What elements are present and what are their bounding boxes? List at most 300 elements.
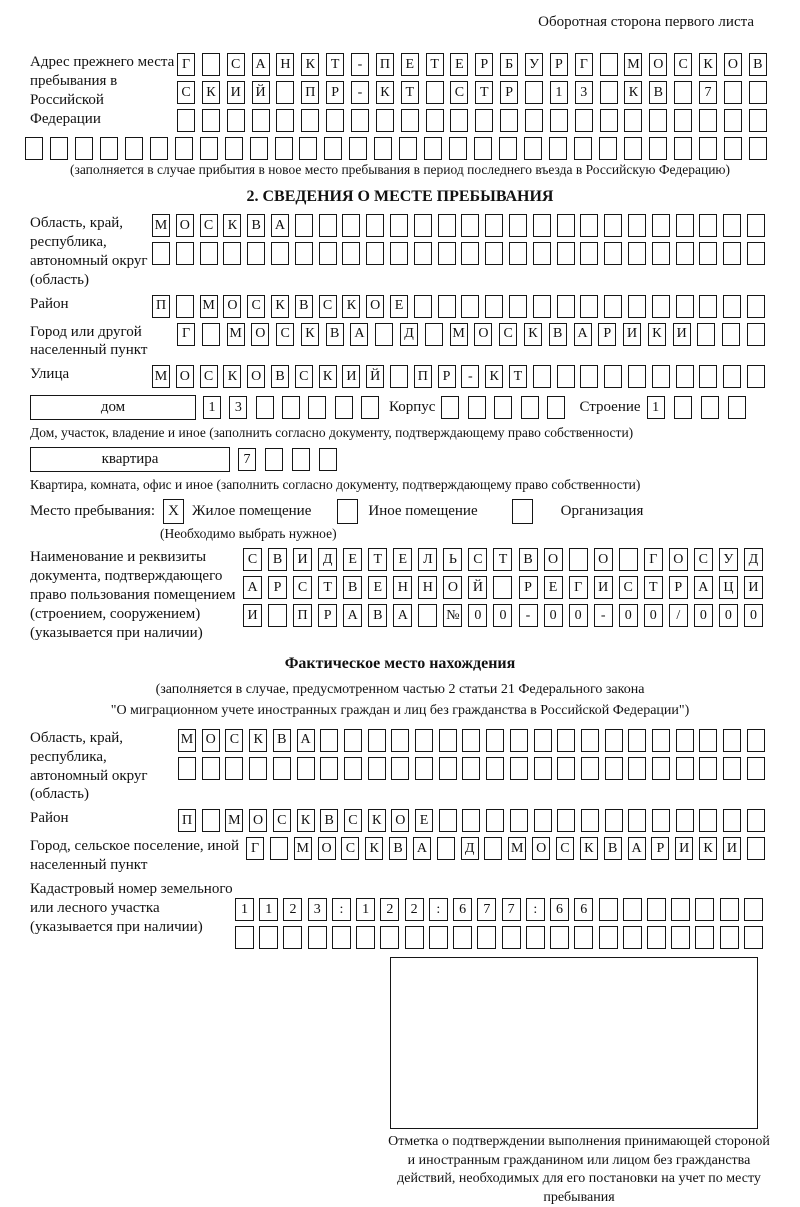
char-box[interactable] <box>425 323 443 346</box>
char-box[interactable]: В <box>271 365 289 388</box>
char-box[interactable]: К <box>365 837 383 860</box>
char-box[interactable] <box>624 137 642 160</box>
char-box[interactable]: М <box>152 365 170 388</box>
char-box[interactable]: С <box>468 548 487 571</box>
char-box[interactable]: С <box>247 295 265 318</box>
char-box[interactable] <box>599 898 618 921</box>
char-box[interactable] <box>699 729 717 752</box>
char-box[interactable]: А <box>252 53 270 76</box>
char-box[interactable] <box>699 809 717 832</box>
char-box[interactable] <box>273 757 291 780</box>
char-box[interactable]: В <box>604 837 622 860</box>
house-type-box[interactable]: дом <box>30 395 196 420</box>
char-box[interactable] <box>744 898 763 921</box>
char-box[interactable] <box>676 242 694 265</box>
char-box[interactable] <box>349 137 367 160</box>
char-box[interactable] <box>605 757 623 780</box>
char-box[interactable] <box>297 757 315 780</box>
char-box[interactable] <box>462 757 480 780</box>
char-box[interactable] <box>295 214 313 237</box>
char-box[interactable]: Т <box>493 548 512 571</box>
char-box[interactable] <box>604 295 622 318</box>
char-box[interactable]: О <box>366 295 384 318</box>
char-box[interactable] <box>604 214 622 237</box>
char-box[interactable] <box>509 242 527 265</box>
char-box[interactable] <box>747 214 765 237</box>
char-box[interactable] <box>326 109 344 132</box>
char-box[interactable] <box>429 926 448 949</box>
char-box[interactable]: Р <box>268 576 287 599</box>
char-box[interactable] <box>699 137 717 160</box>
char-box[interactable]: О <box>249 809 267 832</box>
char-box[interactable] <box>581 809 599 832</box>
char-box[interactable]: Й <box>366 365 384 388</box>
char-box[interactable] <box>494 396 512 419</box>
checkbox-organization[interactable] <box>512 499 533 524</box>
char-box[interactable] <box>723 214 741 237</box>
char-box[interactable]: С <box>276 323 294 346</box>
char-box[interactable] <box>557 242 575 265</box>
checkbox-other-premises[interactable] <box>337 499 358 524</box>
char-box[interactable] <box>628 295 646 318</box>
char-box[interactable]: М <box>225 809 243 832</box>
char-box[interactable] <box>747 809 765 832</box>
char-box[interactable] <box>265 448 283 471</box>
char-box[interactable] <box>747 365 765 388</box>
char-box[interactable]: № <box>443 604 462 627</box>
char-box[interactable] <box>320 757 338 780</box>
char-box[interactable] <box>676 729 694 752</box>
char-box[interactable] <box>747 837 765 860</box>
char-box[interactable]: 0 <box>544 604 563 627</box>
char-box[interactable]: Й <box>468 576 487 599</box>
char-box[interactable] <box>510 809 528 832</box>
char-box[interactable]: Е <box>390 295 408 318</box>
char-box[interactable] <box>468 396 486 419</box>
char-box[interactable] <box>500 109 518 132</box>
char-box[interactable] <box>720 898 739 921</box>
char-box[interactable]: С <box>499 323 517 346</box>
char-box[interactable] <box>320 729 338 752</box>
char-box[interactable]: К <box>319 365 337 388</box>
char-box[interactable]: К <box>223 214 241 237</box>
char-box[interactable]: Л <box>418 548 437 571</box>
char-box[interactable]: С <box>177 81 195 104</box>
char-box[interactable] <box>580 214 598 237</box>
char-box[interactable]: К <box>271 295 289 318</box>
char-box[interactable]: М <box>450 323 468 346</box>
char-box[interactable]: Т <box>401 81 419 104</box>
char-box[interactable] <box>575 109 593 132</box>
char-box[interactable] <box>569 548 588 571</box>
char-box[interactable] <box>486 729 504 752</box>
char-box[interactable] <box>178 757 196 780</box>
char-box[interactable]: - <box>351 81 369 104</box>
char-box[interactable] <box>342 242 360 265</box>
char-box[interactable] <box>699 242 717 265</box>
char-box[interactable] <box>699 757 717 780</box>
char-box[interactable]: А <box>393 604 412 627</box>
char-box[interactable] <box>720 926 739 949</box>
char-box[interactable] <box>557 365 575 388</box>
char-box[interactable] <box>439 729 457 752</box>
char-box[interactable]: : <box>429 898 448 921</box>
char-box[interactable] <box>361 396 379 419</box>
char-box[interactable]: М <box>227 323 245 346</box>
char-box[interactable] <box>674 137 692 160</box>
char-box[interactable] <box>574 926 593 949</box>
char-box[interactable]: С <box>225 729 243 752</box>
char-box[interactable] <box>202 809 220 832</box>
char-box[interactable] <box>676 757 694 780</box>
char-box[interactable] <box>652 295 670 318</box>
char-box[interactable]: 7 <box>699 81 717 104</box>
char-box[interactable]: Т <box>475 81 493 104</box>
char-box[interactable] <box>247 242 265 265</box>
char-box[interactable]: Т <box>368 548 387 571</box>
char-box[interactable] <box>438 295 456 318</box>
char-box[interactable]: 7 <box>238 448 256 471</box>
char-box[interactable] <box>401 109 419 132</box>
char-box[interactable]: В <box>519 548 538 571</box>
char-box[interactable] <box>25 137 43 160</box>
char-box[interactable] <box>599 926 618 949</box>
char-box[interactable] <box>276 109 294 132</box>
char-box[interactable] <box>292 448 310 471</box>
char-box[interactable] <box>580 365 598 388</box>
char-box[interactable]: Г <box>644 548 663 571</box>
char-box[interactable]: О <box>176 365 194 388</box>
char-box[interactable]: 1 <box>550 81 568 104</box>
char-box[interactable]: Р <box>500 81 518 104</box>
char-box[interactable]: И <box>227 81 245 104</box>
char-box[interactable]: Д <box>744 548 763 571</box>
char-box[interactable] <box>439 757 457 780</box>
char-box[interactable] <box>461 242 479 265</box>
char-box[interactable] <box>405 926 424 949</box>
char-box[interactable]: 0 <box>569 604 588 627</box>
char-box[interactable]: М <box>508 837 526 860</box>
char-box[interactable]: Е <box>393 548 412 571</box>
char-box[interactable] <box>628 729 646 752</box>
char-box[interactable]: А <box>628 837 646 860</box>
char-box[interactable] <box>723 729 741 752</box>
char-box[interactable] <box>449 137 467 160</box>
char-box[interactable]: К <box>524 323 542 346</box>
char-box[interactable]: В <box>649 81 667 104</box>
char-box[interactable] <box>671 898 690 921</box>
char-box[interactable] <box>200 242 218 265</box>
char-box[interactable] <box>259 926 278 949</box>
char-box[interactable] <box>557 757 575 780</box>
char-box[interactable]: О <box>247 365 265 388</box>
char-box[interactable]: Н <box>393 576 412 599</box>
char-box[interactable] <box>671 926 690 949</box>
char-box[interactable]: К <box>699 53 717 76</box>
char-box[interactable] <box>509 214 527 237</box>
char-box[interactable]: С <box>319 295 337 318</box>
char-box[interactable] <box>550 109 568 132</box>
char-box[interactable]: С <box>344 809 362 832</box>
char-box[interactable]: С <box>200 214 218 237</box>
char-box[interactable] <box>600 53 618 76</box>
char-box[interactable]: К <box>301 323 319 346</box>
char-box[interactable]: А <box>350 323 368 346</box>
char-box[interactable] <box>475 109 493 132</box>
char-box[interactable] <box>301 109 319 132</box>
char-box[interactable]: О <box>391 809 409 832</box>
char-box[interactable] <box>414 242 432 265</box>
char-box[interactable] <box>426 109 444 132</box>
char-box[interactable]: О <box>176 214 194 237</box>
char-box[interactable] <box>723 295 741 318</box>
char-box[interactable] <box>380 926 399 949</box>
char-box[interactable]: Р <box>438 365 456 388</box>
char-box[interactable]: 1 <box>356 898 375 921</box>
char-box[interactable]: Н <box>418 576 437 599</box>
char-box[interactable]: В <box>295 295 313 318</box>
char-box[interactable]: К <box>624 81 642 104</box>
char-box[interactable] <box>268 604 287 627</box>
char-box[interactable]: С <box>295 365 313 388</box>
char-box[interactable] <box>366 214 384 237</box>
char-box[interactable] <box>462 809 480 832</box>
char-box[interactable] <box>557 214 575 237</box>
char-box[interactable]: С <box>619 576 638 599</box>
char-box[interactable] <box>699 214 717 237</box>
char-box[interactable]: М <box>624 53 642 76</box>
char-box[interactable] <box>509 295 527 318</box>
char-box[interactable]: Г <box>177 53 195 76</box>
char-box[interactable] <box>533 214 551 237</box>
char-box[interactable] <box>485 295 503 318</box>
char-box[interactable]: Ц <box>719 576 738 599</box>
char-box[interactable]: О <box>724 53 742 76</box>
char-box[interactable]: С <box>450 81 468 104</box>
char-box[interactable]: Г <box>575 53 593 76</box>
char-box[interactable] <box>438 214 456 237</box>
char-box[interactable] <box>676 809 694 832</box>
char-box[interactable] <box>534 757 552 780</box>
char-box[interactable] <box>390 242 408 265</box>
char-box[interactable]: 7 <box>477 898 496 921</box>
char-box[interactable]: К <box>301 53 319 76</box>
char-box[interactable] <box>335 396 353 419</box>
char-box[interactable] <box>547 396 565 419</box>
char-box[interactable] <box>624 109 642 132</box>
char-box[interactable] <box>526 926 545 949</box>
char-box[interactable] <box>150 137 168 160</box>
char-box[interactable] <box>628 757 646 780</box>
char-box[interactable] <box>723 757 741 780</box>
char-box[interactable]: Н <box>276 53 294 76</box>
char-box[interactable]: : <box>332 898 351 921</box>
char-box[interactable] <box>390 365 408 388</box>
char-box[interactable] <box>499 137 517 160</box>
char-box[interactable]: С <box>341 837 359 860</box>
char-box[interactable] <box>525 81 543 104</box>
char-box[interactable]: - <box>594 604 613 627</box>
char-box[interactable]: Р <box>669 576 688 599</box>
char-box[interactable] <box>652 729 670 752</box>
char-box[interactable] <box>510 757 528 780</box>
char-box[interactable]: П <box>414 365 432 388</box>
char-box[interactable]: Е <box>544 576 563 599</box>
char-box[interactable] <box>628 365 646 388</box>
char-box[interactable]: 6 <box>453 898 472 921</box>
char-box[interactable]: Т <box>644 576 663 599</box>
char-box[interactable]: О <box>318 837 336 860</box>
char-box[interactable]: П <box>376 53 394 76</box>
char-box[interactable] <box>225 757 243 780</box>
char-box[interactable]: О <box>474 323 492 346</box>
char-box[interactable]: Б <box>500 53 518 76</box>
char-box[interactable] <box>722 323 740 346</box>
char-box[interactable] <box>375 323 393 346</box>
char-box[interactable]: - <box>351 53 369 76</box>
char-box[interactable]: У <box>719 548 738 571</box>
char-box[interactable] <box>581 729 599 752</box>
char-box[interactable]: И <box>723 837 741 860</box>
char-box[interactable]: 1 <box>235 898 254 921</box>
char-box[interactable]: Е <box>401 53 419 76</box>
char-box[interactable]: В <box>247 214 265 237</box>
char-box[interactable]: - <box>461 365 479 388</box>
char-box[interactable] <box>744 926 763 949</box>
char-box[interactable]: В <box>389 837 407 860</box>
apartment-type-box[interactable]: квартира <box>30 447 230 472</box>
char-box[interactable]: И <box>342 365 360 388</box>
char-box[interactable]: У <box>525 53 543 76</box>
char-box[interactable] <box>628 242 646 265</box>
char-box[interactable] <box>652 809 670 832</box>
char-box[interactable] <box>376 109 394 132</box>
char-box[interactable]: Т <box>426 53 444 76</box>
char-box[interactable]: Г <box>246 837 264 860</box>
char-box[interactable] <box>374 137 392 160</box>
char-box[interactable] <box>486 757 504 780</box>
char-box[interactable] <box>282 396 300 419</box>
char-box[interactable]: 0 <box>744 604 763 627</box>
char-box[interactable] <box>723 809 741 832</box>
char-box[interactable] <box>390 214 408 237</box>
char-box[interactable]: О <box>202 729 220 752</box>
char-box[interactable] <box>604 365 622 388</box>
char-box[interactable] <box>391 729 409 752</box>
char-box[interactable] <box>747 757 765 780</box>
char-box[interactable]: Т <box>509 365 527 388</box>
char-box[interactable] <box>175 137 193 160</box>
char-box[interactable]: И <box>293 548 312 571</box>
char-box[interactable] <box>235 926 254 949</box>
char-box[interactable]: О <box>649 53 667 76</box>
char-box[interactable] <box>437 837 455 860</box>
char-box[interactable] <box>177 109 195 132</box>
char-box[interactable] <box>299 137 317 160</box>
char-box[interactable] <box>332 926 351 949</box>
char-box[interactable]: 0 <box>493 604 512 627</box>
char-box[interactable] <box>415 729 433 752</box>
char-box[interactable]: Г <box>177 323 195 346</box>
char-box[interactable]: / <box>669 604 688 627</box>
char-box[interactable] <box>399 137 417 160</box>
char-box[interactable]: 6 <box>550 898 569 921</box>
char-box[interactable] <box>581 757 599 780</box>
char-box[interactable]: И <box>594 576 613 599</box>
char-box[interactable]: Д <box>318 548 337 571</box>
char-box[interactable] <box>202 109 220 132</box>
char-box[interactable] <box>415 757 433 780</box>
char-box[interactable]: 0 <box>619 604 638 627</box>
char-box[interactable]: В <box>549 323 567 346</box>
char-box[interactable]: О <box>544 548 563 571</box>
char-box[interactable]: С <box>293 576 312 599</box>
char-box[interactable]: Р <box>550 53 568 76</box>
char-box[interactable]: А <box>297 729 315 752</box>
char-box[interactable] <box>271 242 289 265</box>
char-box[interactable] <box>549 137 567 160</box>
char-box[interactable] <box>227 109 245 132</box>
char-box[interactable]: - <box>519 604 538 627</box>
char-box[interactable]: И <box>673 323 691 346</box>
char-box[interactable]: О <box>223 295 241 318</box>
char-box[interactable] <box>176 242 194 265</box>
char-box[interactable] <box>223 242 241 265</box>
char-box[interactable]: К <box>376 81 394 104</box>
char-box[interactable]: 0 <box>468 604 487 627</box>
char-box[interactable]: М <box>294 837 312 860</box>
char-box[interactable]: К <box>249 729 267 752</box>
char-box[interactable] <box>605 729 623 752</box>
char-box[interactable] <box>152 242 170 265</box>
char-box[interactable]: М <box>200 295 218 318</box>
char-box[interactable]: А <box>271 214 289 237</box>
char-box[interactable]: Г <box>569 576 588 599</box>
char-box[interactable] <box>225 137 243 160</box>
char-box[interactable]: 0 <box>644 604 663 627</box>
char-box[interactable] <box>623 926 642 949</box>
char-box[interactable] <box>461 214 479 237</box>
char-box[interactable] <box>747 242 765 265</box>
char-box[interactable]: К <box>580 837 598 860</box>
char-box[interactable] <box>100 137 118 160</box>
char-box[interactable]: К <box>297 809 315 832</box>
char-box[interactable]: К <box>648 323 666 346</box>
char-box[interactable] <box>324 137 342 160</box>
char-box[interactable]: С <box>694 548 713 571</box>
char-box[interactable] <box>697 323 715 346</box>
char-box[interactable]: А <box>343 604 362 627</box>
char-box[interactable]: О <box>669 548 688 571</box>
char-box[interactable] <box>202 53 220 76</box>
char-box[interactable] <box>695 926 714 949</box>
char-box[interactable] <box>599 137 617 160</box>
char-box[interactable] <box>604 242 622 265</box>
char-box[interactable] <box>623 898 642 921</box>
char-box[interactable]: 0 <box>694 604 713 627</box>
char-box[interactable] <box>699 365 717 388</box>
char-box[interactable] <box>724 137 742 160</box>
char-box[interactable]: А <box>574 323 592 346</box>
char-box[interactable]: К <box>699 837 717 860</box>
char-box[interactable]: Р <box>519 576 538 599</box>
char-box[interactable] <box>749 137 767 160</box>
char-box[interactable]: 2 <box>405 898 424 921</box>
char-box[interactable] <box>674 396 692 419</box>
char-box[interactable]: П <box>152 295 170 318</box>
char-box[interactable]: Т <box>326 53 344 76</box>
char-box[interactable]: 1 <box>259 898 278 921</box>
